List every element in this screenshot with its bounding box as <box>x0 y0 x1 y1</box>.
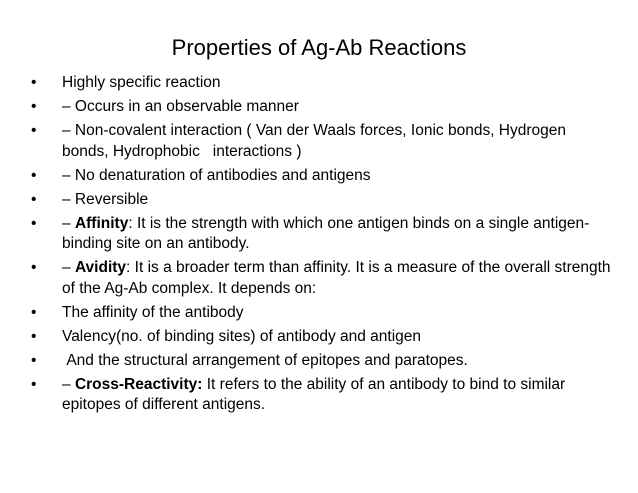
list-item <box>31 258 611 299</box>
item-prefix: – <box>62 259 75 276</box>
item-text: – No denaturation of antibodies and antigens <box>62 166 371 184</box>
slide-title: Properties of Ag-Ab Reactions <box>171 35 467 60</box>
bullet-icon: • <box>31 166 37 184</box>
bullet-icon: • <box>31 190 37 208</box>
bullet-icon: • <box>31 74 37 91</box>
item-prefix: – <box>62 375 75 393</box>
bullet-icon: • <box>31 351 37 369</box>
bullet-icon: • <box>31 98 37 115</box>
list-item <box>31 121 611 162</box>
item-text: And the structural arrangement of epitopes and paratopes. <box>62 351 468 369</box>
bullet-icon: • <box>31 214 37 232</box>
list-item <box>31 73 611 94</box>
list-item <box>31 97 611 118</box>
list-item <box>31 375 611 416</box>
item-term: Affinity <box>74 214 129 232</box>
item-text: The affinity of the antibody <box>62 303 244 321</box>
item-text: – Non-covalent interaction ( Van der Waals forces, Ionic bonds, Hydrogen bonds, Hydrophobic interactions ) <box>62 122 571 160</box>
bullet-icon: • <box>31 122 37 139</box>
list-item <box>31 166 611 187</box>
bullet-list <box>31 73 611 419</box>
item-term: Avidity <box>74 259 127 276</box>
item-text: : It is a broader term than affinity. It is a measure of the overall strength of the Ag-Ab complex. It depends on: <box>62 259 611 297</box>
bullet-icon: • <box>31 327 37 345</box>
bullet-icon: • <box>31 375 37 393</box>
item-text: – Occurs in an observable manner <box>62 98 299 115</box>
item-text: It refers to the ability of an antibody to bind to similar epitopes of different antigens. <box>62 375 566 413</box>
bullet-icon: • <box>31 303 37 321</box>
item-text: – Reversible <box>62 190 149 208</box>
list-item <box>31 214 611 255</box>
list-item <box>31 303 611 324</box>
item-prefix: – <box>62 214 75 232</box>
bullet-icon: • <box>31 259 37 276</box>
list-item <box>31 327 611 348</box>
item-text: Highly specific reaction <box>62 74 221 91</box>
list-item <box>31 351 611 372</box>
item-text: Valency(no. of binding sites) of antibody and antigen <box>62 327 422 345</box>
item-term: Cross-Reactivity: <box>74 375 203 393</box>
list-item <box>31 190 611 211</box>
item-text: : It is the strength with which one antigen binds on a single antigen-binding site on an antibody. <box>62 214 590 252</box>
